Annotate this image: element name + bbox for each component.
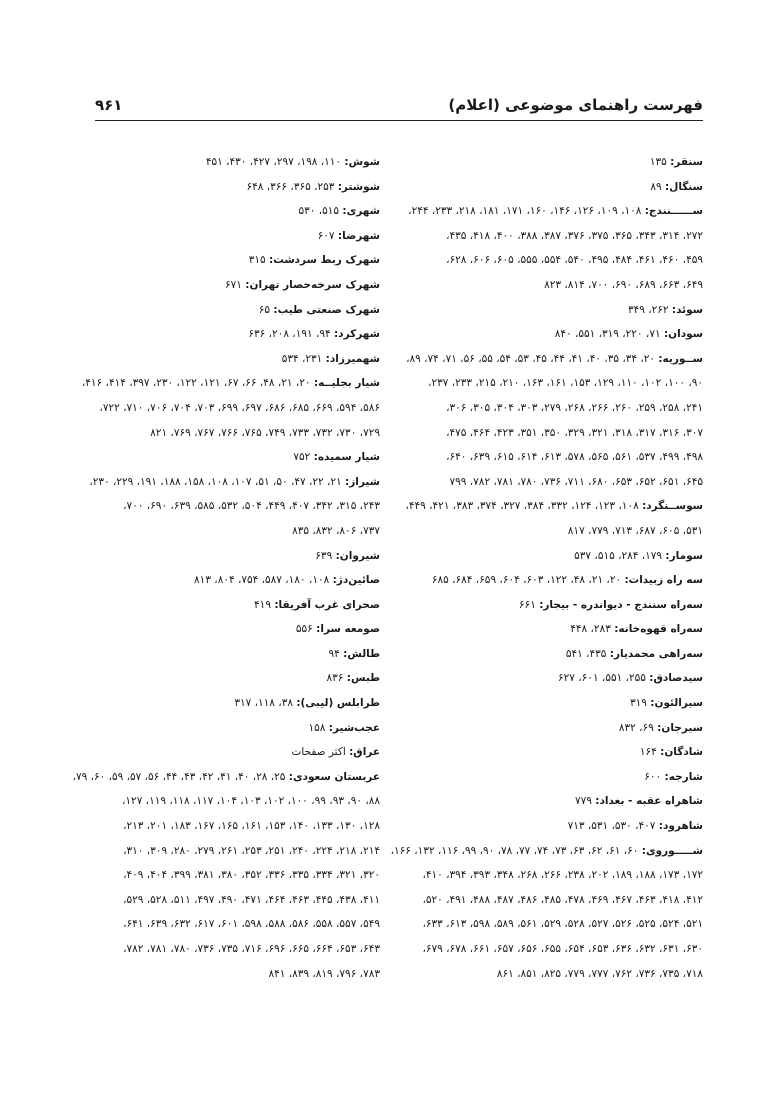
index-page-refs: ۱۶۴ xyxy=(639,746,661,759)
index-entry-line xyxy=(60,150,380,175)
index-entry-continuation xyxy=(383,224,703,249)
index-page-refs: ۳۲۰، ۳۲۱، ۳۳۴، ۳۳۵، ۳۳۶، ۳۵۲، ۳۸۰، ۳۸۱، ۳۹۹، ۴۰۴، ۴۰۹، xyxy=(123,869,380,882)
index-page-refs: ۴۵۹، ۴۶۰، ۴۶۱، ۴۸۴، ۴۹۵، ۵۴۰، ۵۵۴، ۵۵۵، ۶۰۵، ۶۰۶، ۶۲۸، xyxy=(446,254,703,267)
index-page-refs: ۲۵۵، ۵۵۱، ۶۰۱، ۶۲۷ xyxy=(558,672,650,685)
index-page-refs: ۹۴، ۱۹۱، ۲۰۸، ۶۳۶ xyxy=(248,328,334,341)
index-entry xyxy=(383,666,703,691)
index-entry-line xyxy=(60,593,380,618)
index-page-refs: ۶۶۱ xyxy=(518,598,540,611)
index-page-refs: ۲۰، ۲۱، ۴۸، ۱۲۲، ۶۰۳، ۶۰۴، ۶۵۹، ۶۸۴، ۶۸۵ xyxy=(431,574,625,587)
index-entry xyxy=(383,593,703,618)
index-page-refs: ۲۰، ۳۴، ۳۵، ۴۰، ۴۱، ۴۴، ۴۵، ۵۳، ۵۴، ۵۵، ۵۶، ۷۱، ۷۴، ۸۹، xyxy=(406,352,659,365)
index-page-refs: ۲۶۲، ۳۴۹ xyxy=(627,303,672,316)
index-entry-line xyxy=(60,298,380,323)
index-page-refs: ۸۸، ۹۰، ۹۳، ۹۹، ۱۰۰، ۱۰۲، ۱۰۳، ۱۰۴، ۱۱۷، ۱۱۸، ۱۱۹، ۱۲۷، xyxy=(122,795,380,808)
index-entry xyxy=(60,199,380,224)
index-entry xyxy=(383,839,703,987)
index-page-refs: ۲۰، ۲۱، ۴۸، ۶۶، ۶۷، ۱۲۱، ۱۲۲، ۲۳۰، ۳۹۷، ۴۱۴، ۴۱۶، xyxy=(81,377,314,390)
index-term: سه‌راهی محمدیار: xyxy=(609,647,703,660)
index-entry-continuation xyxy=(383,470,703,495)
index-page-refs: ۴۱۲، ۴۱۸، ۴۶۳، ۴۶۷، ۴۶۹، ۴۷۸، ۴۸۵، ۴۸۶، ۴۸۷، ۴۸۸، ۴۹۱، ۵۲۰، xyxy=(422,893,703,906)
index-term: شاهراه عقبه - بغداد: xyxy=(595,795,703,808)
running-title: فهرست راهنمای موضوعی (اعلام) xyxy=(448,96,703,114)
index-entry xyxy=(60,224,380,249)
index-term: سودان: xyxy=(663,328,703,341)
index-term: شهرکرد: xyxy=(333,328,380,341)
index-entry-continuation xyxy=(60,863,380,888)
index-entry-line xyxy=(383,740,703,765)
index-term: طرابلس (لیبی): xyxy=(296,697,380,710)
index-term: سنگال: xyxy=(665,180,703,193)
index-term: صحرای غرب آفریقا: xyxy=(274,598,380,611)
index-term: سنقر: xyxy=(670,156,703,168)
index-entry-line xyxy=(60,273,380,298)
index-entry-line xyxy=(60,199,380,224)
index-entry-continuation xyxy=(383,248,703,273)
index-term: عربستان سعودی: xyxy=(288,770,380,783)
page-number: ۹۶۱ xyxy=(95,96,123,114)
index-term: شـــــوروی: xyxy=(641,844,703,857)
index-page-refs: ۹۰، ۱۰۰، ۱۰۲، ۱۱۰، ۱۲۹، ۱۵۳، ۱۶۱، ۱۶۳، ۲۱۰، ۲۱۵، ۲۳۳، ۲۳۷، xyxy=(428,377,703,390)
index-entry-line xyxy=(60,691,380,716)
index-term: شاهرود: xyxy=(658,820,703,833)
index-term: سیرالئون: xyxy=(650,697,703,710)
index-entry xyxy=(383,691,703,716)
index-page-refs: ۹۴ xyxy=(328,647,344,660)
index-entry-continuation xyxy=(383,396,703,421)
index-entry xyxy=(60,740,380,765)
index-entry-line xyxy=(60,322,380,347)
index-entry xyxy=(60,765,380,986)
index-page-refs: ۷۳۷، ۸۰۶، ۸۳۲، ۸۳۵ xyxy=(292,524,380,537)
page-header xyxy=(95,96,703,120)
index-page-refs: ۵۳۱، ۶۰۵، ۶۸۷، ۷۱۳، ۷۷۹، ۸۱۷ xyxy=(567,524,703,537)
index-entry-line xyxy=(383,666,703,691)
index-page-refs: ۳۱۵ xyxy=(248,254,270,267)
index-entry xyxy=(383,544,703,569)
index-page-refs: ۷۱، ۲۲۰، ۳۱۹، ۵۵۱، ۸۴۰ xyxy=(554,328,664,341)
index-entry-continuation xyxy=(383,962,703,987)
index-entry xyxy=(383,298,703,323)
index-entry-continuation xyxy=(60,814,380,839)
index-entry-line xyxy=(383,789,703,814)
index-entry-line xyxy=(383,642,703,667)
index-entry xyxy=(60,593,380,618)
index-entry xyxy=(383,716,703,741)
index-page-refs: ۲۳۱، ۵۳۴ xyxy=(281,352,326,365)
header-rule xyxy=(95,120,703,121)
index-page-refs: ۷۸۳، ۷۹۶، ۸۱۹، ۸۳۹، ۸۴۱ xyxy=(268,967,380,980)
index-entry-line xyxy=(383,175,703,200)
index-entry-line xyxy=(60,666,380,691)
index-entry-continuation xyxy=(383,371,703,396)
index-page-refs: ۴۱۹ xyxy=(254,598,275,611)
index-entry-continuation xyxy=(383,912,703,937)
index-entry xyxy=(60,322,380,347)
index-entry-continuation xyxy=(383,445,703,470)
index-entry xyxy=(383,175,703,200)
index-term: شهرک سرخه‌حصار تهران: xyxy=(245,278,380,291)
index-page-refs: ۱۲۸، ۱۳۰، ۱۳۳، ۱۴۰، ۱۵۳، ۱۶۱، ۱۶۵، ۱۶۷، ۱۸۳، ۲۰۱، ۲۱۳، xyxy=(123,820,380,833)
index-entry-line xyxy=(383,544,703,569)
index-entry-continuation xyxy=(60,494,380,519)
index-entry xyxy=(60,273,380,298)
index-page-refs: ۴۹۸، ۴۹۹، ۵۳۷، ۵۶۱، ۵۶۵، ۵۷۸، ۶۱۳، ۶۱۴، ۶۱۵، ۶۳۹، ۶۴۰، xyxy=(446,451,703,464)
index-term: عجب‌شیر: xyxy=(328,721,380,734)
index-page-refs: ۷۱۸، ۷۳۵، ۷۳۶، ۷۶۲، ۷۷۷، ۷۷۹، ۸۲۵، ۸۵۱، ۸۶۱ xyxy=(496,967,703,980)
index-entry-line xyxy=(383,150,703,175)
index-page-refs: ۳۰۷، ۳۱۶، ۳۱۷، ۳۱۸، ۳۲۱، ۳۲۹، ۳۵۰، ۳۵۱، ۴۲۳، ۴۶۴، ۴۷۵، xyxy=(446,426,703,439)
index-entry-line xyxy=(383,691,703,716)
index-term: ســــــنندج: xyxy=(644,205,703,218)
index-page-refs: ۶۰۰ xyxy=(644,770,665,783)
index-page-refs: ۲۷۲، ۳۱۴، ۳۴۳، ۳۶۵، ۳۷۵، ۳۷۶، ۳۸۷، ۳۸۸، ۴۰۰، ۴۱۸، ۴۳۵، xyxy=(446,229,703,242)
index-entry xyxy=(60,642,380,667)
index-entry-continuation xyxy=(60,519,380,544)
index-entry-line xyxy=(383,298,703,323)
index-page-refs: ۱۰۸، ۱۸۰، ۵۸۷، ۷۵۴، ۸۰۴، ۸۱۳ xyxy=(194,574,333,587)
index-entry-continuation xyxy=(383,519,703,544)
index-entry-continuation xyxy=(60,912,380,937)
index-page-refs: ۸۳۶ xyxy=(326,672,347,685)
index-page-refs: اکثر صفحات xyxy=(291,746,350,759)
index-entry-line xyxy=(60,248,380,273)
index-term: شادگان: xyxy=(660,746,703,759)
index-page-refs: ۱۵۸ xyxy=(308,721,329,734)
index-page-refs: ۲۵، ۲۸، ۴۰، ۴۱، ۴۲، ۴۳، ۴۴، ۵۶، ۵۷، ۵۹، ۶۰، ۷۹، xyxy=(72,770,289,783)
index-entry-line xyxy=(60,765,380,790)
index-entry-continuation xyxy=(60,888,380,913)
index-page-refs: ۵۸۶، ۵۹۴، ۶۶۹، ۶۸۵، ۶۸۶، ۶۹۷، ۶۹۹، ۷۰۳، ۷۰۴، ۷۰۶، ۷۱۰، ۷۲۲، xyxy=(99,401,380,414)
index-entry-continuation xyxy=(60,937,380,962)
index-entry-line xyxy=(60,224,380,249)
index-entry-line xyxy=(383,617,703,642)
index-term: سیرجان: xyxy=(657,721,703,734)
index-page-refs: ۷۵۲ xyxy=(293,451,314,464)
index-term: سیدصادق: xyxy=(649,672,703,685)
index-page-refs: ۵۱۵، ۵۳۰ xyxy=(298,205,343,218)
index-term: عراق: xyxy=(349,746,380,759)
index-entry-line xyxy=(383,494,703,519)
index-page-refs: ۶۹، ۸۳۲ xyxy=(618,721,658,734)
index-entry-line xyxy=(60,544,380,569)
index-term: سه راه زبیدات: xyxy=(624,574,703,587)
index-entry-line xyxy=(60,740,380,765)
index-entry-line xyxy=(60,371,380,396)
index-entry xyxy=(60,544,380,569)
index-entry-line xyxy=(383,568,703,593)
index-page-refs: ۷۷۹ xyxy=(575,795,596,808)
index-entry xyxy=(383,322,703,347)
index-entry-line xyxy=(60,445,380,470)
index-entry xyxy=(60,617,380,642)
index-page-refs: ۱۷۲، ۱۷۳، ۱۸۸، ۱۸۹، ۲۰۲، ۲۳۸، ۲۶۶، ۲۶۸، ۳۴۸، ۳۹۳، ۳۹۴، ۴۱۰، xyxy=(422,869,703,882)
index-entry-continuation xyxy=(60,421,380,446)
index-entry-continuation xyxy=(383,273,703,298)
index-entry-line xyxy=(60,568,380,593)
index-entry xyxy=(383,814,703,839)
index-page-refs: ۶۴۳، ۶۵۳، ۶۶۴، ۶۶۵، ۶۹۶، ۷۱۶، ۷۳۵، ۷۳۶، ۷۸۰، ۷۸۱، ۷۸۲، xyxy=(123,943,380,955)
index-page-refs: ۳۸، ۱۱۸، ۳۱۷ xyxy=(234,697,297,710)
index-page-refs: ۲۱، ۲۲، ۴۷، ۵۰، ۵۱، ۱۰۷، ۱۰۸، ۱۵۸، ۱۸۸، ۱۹۱، ۲۲۹، ۲۳۰، xyxy=(89,475,345,488)
index-term: سومار: xyxy=(665,549,703,562)
index-entry-line xyxy=(60,347,380,372)
index-entry-continuation xyxy=(383,888,703,913)
index-entry-line xyxy=(383,347,703,372)
index-term: سه‌راه قهوه‌خانه: xyxy=(614,623,703,636)
index-entry xyxy=(60,666,380,691)
index-column-left xyxy=(60,150,380,986)
index-entry-continuation xyxy=(60,396,380,421)
index-term: صومعه سرا: xyxy=(316,623,380,636)
index-term: طالش: xyxy=(343,647,380,660)
index-entry xyxy=(60,175,380,200)
index-page-refs: ۶۳۹ xyxy=(315,549,336,562)
index-term: ســوریه: xyxy=(658,352,703,365)
index-page-refs: ۵۲۱، ۵۲۴، ۵۲۵، ۵۲۶، ۵۲۷، ۵۲۸، ۵۲۹، ۵۶۱، ۵۸۹، ۵۹۸، ۶۱۳، ۶۳۳، xyxy=(422,918,703,931)
index-page-refs: ۶۴۵، ۶۵۱، ۶۵۲، ۶۵۳، ۶۸۰، ۷۱۱، ۷۳۶، ۷۸۰، ۷۸۱، ۷۸۲، ۷۹۹ xyxy=(449,475,703,488)
index-entry-line xyxy=(383,839,703,864)
index-term: سوئد: xyxy=(671,303,703,316)
index-page-refs: ۴۳۵، ۵۴۱ xyxy=(565,647,610,660)
index-entry xyxy=(383,740,703,765)
index-page-refs: ۴۰۷، ۵۳۰، ۵۳۱، ۷۱۳ xyxy=(567,820,659,833)
index-entry-line xyxy=(383,322,703,347)
index-entry xyxy=(60,691,380,716)
index-entry xyxy=(60,298,380,323)
index-entry xyxy=(60,150,380,175)
index-entry-continuation xyxy=(60,839,380,864)
index-entry xyxy=(383,494,703,543)
index-page-refs: ۶۵ xyxy=(258,303,274,316)
index-entry-line xyxy=(383,716,703,741)
index-entry-line xyxy=(383,199,703,224)
index-page-refs: ۲۱۴، ۲۱۸، ۲۲۴، ۲۴۰، ۲۵۱، ۲۵۳، ۲۶۱، ۲۷۹، ۲۸۰، ۳۰۹، ۳۱۰، xyxy=(123,844,380,857)
index-term: شهری: xyxy=(342,205,380,218)
index-entry-continuation xyxy=(383,937,703,962)
index-page-refs: ۶۷۱ xyxy=(225,278,246,291)
index-entry-line xyxy=(60,642,380,667)
index-entry xyxy=(383,347,703,495)
index-entry-line xyxy=(60,470,380,495)
index-entry-continuation xyxy=(60,962,380,987)
index-column-right xyxy=(383,150,703,986)
index-entry xyxy=(383,765,703,790)
index-term: شیروان: xyxy=(335,549,380,562)
index-term: سه‌راه سنندج - دیواندره - بیجار: xyxy=(539,598,703,611)
index-entry-line xyxy=(60,175,380,200)
index-entry-line xyxy=(60,716,380,741)
index-term: شیار بجلیــه: xyxy=(313,377,380,390)
index-entry xyxy=(383,568,703,593)
index-page-refs: ۲۴۳، ۳۱۵، ۳۴۲، ۴۰۷، ۴۴۹، ۵۰۴، ۵۳۲، ۵۸۵، ۶۳۹، ۶۹۰، ۷۰۰، xyxy=(123,500,380,513)
index-entry xyxy=(60,445,380,470)
index-entry-line xyxy=(383,593,703,618)
index-page-refs: ۶۳۰، ۶۳۱، ۶۳۲، ۶۳۶، ۶۵۳، ۶۵۴، ۶۵۵، ۶۵۶، ۶۵۷، ۶۶۱، ۶۷۸، ۶۷۹، xyxy=(422,943,703,955)
index-term: شهرک ربط سردشت: xyxy=(269,254,380,267)
index-term: شوشتر: xyxy=(337,180,380,193)
index-page-refs: ۱۱۰، ۱۹۸، ۲۹۷، ۴۲۷، ۴۳۰، ۴۵۱ xyxy=(205,156,345,168)
index-term: سوســنگرد: xyxy=(642,500,703,513)
index-entry xyxy=(383,642,703,667)
index-page-refs: ۲۸۳، ۴۴۸ xyxy=(570,623,615,636)
index-page-refs: ۶۰۷ xyxy=(317,229,338,242)
index-entry xyxy=(60,716,380,741)
index-term: شیار سمیده: xyxy=(313,451,380,464)
index-entry xyxy=(60,371,380,445)
index-entry-line xyxy=(383,814,703,839)
index-entry xyxy=(383,199,703,297)
index-page-refs: ۶۰، ۶۱، ۶۲، ۶۳، ۷۳، ۷۴، ۷۷، ۷۸، ۹۰، ۹۹، ۱۱۶، ۱۳۲، ۱۶۶، xyxy=(390,844,642,857)
index-page-refs: ۳۱۹ xyxy=(630,697,651,710)
index-page-refs: ۸۹ xyxy=(650,180,666,193)
index-term: شهمیرزاد: xyxy=(325,352,380,365)
index-entry xyxy=(60,470,380,544)
index-entry-line xyxy=(383,765,703,790)
index-entry xyxy=(383,150,703,175)
index-page-refs: ۱۰۸، ۱۲۳، ۱۲۴، ۳۳۲، ۳۸۴، ۳۲۷، ۳۷۴، ۳۸۳، ۴۲۱، ۴۴۹، xyxy=(405,500,643,513)
index-page-refs: ۶۴۹، ۶۶۳، ۶۸۹، ۶۹۰، ۷۰۰، ۸۱۴، ۸۲۳ xyxy=(544,278,703,291)
index-page-refs: ۲۵۳، ۳۶۵، ۳۶۶، ۶۴۸ xyxy=(246,180,338,193)
index-entry xyxy=(60,248,380,273)
index-page-refs: ۱۰۸، ۱۰۹، ۱۲۶، ۱۴۶، ۱۶۰، ۱۷۱، ۱۸۱، ۲۱۸، ۲۳۳، ۲۴۴، xyxy=(408,205,645,218)
index-term: شیراز: xyxy=(345,475,380,488)
index-page-refs: ۱۷۹، ۲۸۴، ۵۱۵، ۵۳۷ xyxy=(574,549,666,562)
index-entry-continuation xyxy=(383,421,703,446)
index-page-refs: ۷۲۹، ۷۳۰، ۷۳۲، ۷۳۳، ۷۴۹، ۷۶۵، ۷۶۶، ۷۶۷، ۷۶۹، ۸۲۱ xyxy=(150,426,380,439)
index-term: شوش: xyxy=(344,156,380,168)
index-page-refs: ۱۳۵ xyxy=(649,156,671,168)
index-page-refs: ۵۵۶ xyxy=(295,623,317,636)
index-term: شارجه: xyxy=(664,770,703,783)
index-term: صائین‌دژ: xyxy=(332,574,380,587)
index-entry-line xyxy=(60,617,380,642)
index-term: طبس: xyxy=(346,672,380,685)
index-page-refs: ۴۱۱، ۴۳۸، ۴۴۵، ۴۶۳، ۴۶۴، ۴۷۱، ۴۹۰، ۴۹۷، ۵۱۱، ۵۲۸، ۵۲۹، xyxy=(123,893,380,906)
index-entry xyxy=(383,789,703,814)
index-page-refs: ۲۴۱، ۲۵۸، ۲۵۹، ۲۶۰، ۲۶۶، ۲۶۸، ۲۷۹، ۳۰۳، ۳۰۴، ۳۰۵، ۳۰۶، xyxy=(446,401,703,414)
index-entry xyxy=(60,347,380,372)
index-entry xyxy=(383,617,703,642)
index-term: شهرک صنعتی طیب: xyxy=(273,303,380,316)
index-entry-continuation xyxy=(60,789,380,814)
index-page-refs: ۵۴۹، ۵۵۷، ۵۵۸، ۵۸۶، ۵۸۸، ۵۹۸، ۶۰۱، ۶۱۷، ۶۳۲، ۶۳۹، ۶۴۱، xyxy=(123,918,380,931)
index-entry xyxy=(60,568,380,593)
index-term: شهرضا: xyxy=(337,229,380,242)
index-entry-continuation xyxy=(383,863,703,888)
